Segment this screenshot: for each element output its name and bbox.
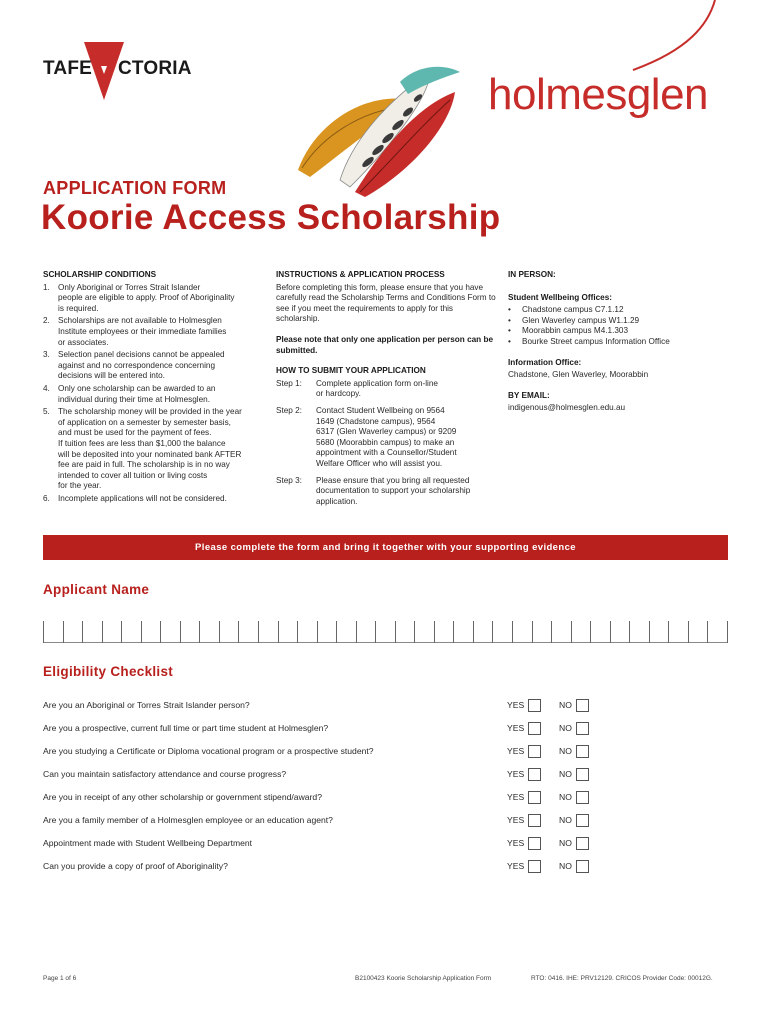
condition-item — [43, 407, 265, 492]
steps-list — [276, 379, 498, 508]
condition-text: Only one scholarship can be awarded to an individual during their time at Holmesglen. — [58, 383, 216, 404]
page-title: Koorie Access Scholarship — [41, 198, 501, 237]
name-box-divider — [336, 621, 337, 643]
condition-number: 4. — [43, 383, 50, 393]
checklist-row — [43, 766, 728, 782]
name-box-divider — [219, 621, 220, 643]
checklist-question: Are you an Aboriginal or Torres Strait Islander person? — [43, 700, 250, 710]
name-box-divider — [707, 621, 708, 643]
name-box-divider — [102, 621, 103, 643]
checklist-question: Can you maintain satisfactory attendance and course progress? — [43, 769, 287, 779]
no-label: NO — [559, 838, 572, 848]
name-box-divider — [356, 621, 357, 643]
condition-item — [43, 494, 265, 505]
step-label: Step 3: — [276, 475, 302, 485]
checklist-question: Are you a prospective, current full time or part time student at Holmesglen? — [43, 723, 329, 733]
eligibility-heading: Eligibility Checklist — [43, 664, 174, 679]
yes-option — [507, 789, 541, 805]
no-checkbox[interactable] — [576, 837, 589, 850]
name-box-divider — [551, 621, 552, 643]
yes-checkbox[interactable] — [528, 837, 541, 850]
tafe-wordmark-right: CTORIA — [118, 58, 192, 79]
yes-option — [507, 835, 541, 851]
no-label: NO — [559, 792, 572, 802]
office-text: Moorabbin campus M4.1.303 — [522, 326, 629, 336]
step-item — [276, 406, 498, 470]
checklist-row — [43, 812, 728, 828]
no-label: NO — [559, 746, 572, 756]
name-box-divider — [121, 621, 122, 643]
holmesglen-logo — [483, 0, 728, 118]
name-box-divider — [688, 621, 689, 643]
name-box-divider — [610, 621, 611, 643]
checklist-row — [43, 789, 728, 805]
name-box-divider — [43, 621, 44, 643]
condition-text: Selection panel decisions cannot be appealed against and no correspondence concerning decisions will be entered into. — [58, 350, 225, 381]
office-item — [508, 316, 730, 327]
email-heading: BY EMAIL: — [508, 390, 550, 400]
name-box-divider — [434, 621, 435, 643]
applicant-name-field[interactable] — [43, 621, 728, 643]
condition-number: 5. — [43, 407, 50, 417]
instructions-column — [276, 270, 498, 513]
yes-checkbox[interactable] — [528, 722, 541, 735]
bullet-icon: • — [508, 336, 511, 346]
name-box-divider — [727, 621, 728, 643]
name-box-divider — [63, 621, 64, 643]
step-text: Complete application form on-line or hardcopy. — [316, 378, 438, 399]
no-option — [559, 812, 589, 828]
name-box-divider — [160, 621, 161, 643]
name-box-divider — [571, 621, 572, 643]
applicant-name-heading: Applicant Name — [43, 582, 150, 597]
checklist-row — [43, 835, 728, 851]
office-text: Chadstone campus C7.1.12 — [522, 305, 624, 315]
condition-text: Incomplete applications will not be considered. — [58, 493, 227, 503]
form-code: B2100423 Koorie Scholarship Application Form — [355, 975, 492, 982]
yes-checkbox[interactable] — [528, 699, 541, 712]
step-text: Please ensure that you bring all requested documentation to support your scholarship application. — [316, 475, 471, 506]
name-box-divider — [590, 621, 591, 643]
tafe-wordmark-left: TAFE — [43, 58, 92, 79]
name-box-divider — [238, 621, 239, 643]
no-checkbox[interactable] — [576, 860, 589, 873]
no-option — [559, 720, 589, 736]
name-box-divider — [375, 621, 376, 643]
yes-option — [507, 858, 541, 874]
office-text: Glen Waverley campus W1.1.29 — [522, 315, 640, 325]
form-subtitle: APPLICATION FORM — [43, 178, 227, 198]
name-box-divider — [629, 621, 630, 643]
yes-option — [507, 766, 541, 782]
office-item — [508, 337, 730, 348]
no-checkbox[interactable] — [576, 814, 589, 827]
name-box-divider — [668, 621, 669, 643]
checklist-question: Appointment made with Student Wellbeing Department — [43, 838, 253, 848]
submit-heading: HOW TO SUBMIT YOUR APPLICATION — [276, 366, 426, 376]
feathers-artwork — [280, 52, 480, 202]
yes-label: YES — [507, 723, 525, 733]
name-box-divider — [297, 621, 298, 643]
condition-item — [43, 283, 265, 315]
name-box-divider — [512, 621, 513, 643]
step-item — [276, 379, 498, 400]
yes-option — [507, 697, 541, 713]
instructions-intro: Before completing this form, please ensure that you have carefully read the Scholarship Terms and Conditions Form to see if you meet the requirements to apply for this scholarship. — [276, 282, 496, 324]
no-option — [559, 766, 589, 782]
info-office-heading: Information Office: — [508, 357, 582, 367]
no-option — [559, 835, 589, 851]
holmesglen-wordmark: holmesglen — [488, 70, 709, 119]
checklist-row — [43, 720, 728, 736]
one-application-note: Please note that only one application per person can be submitted. — [276, 334, 494, 355]
name-box-divider — [199, 621, 200, 643]
step-text: Contact Student Wellbeing on 9564 1649 (Chadstone campus), 9564 6317 (Glen Waverley campus) or 9209 5680 (Moorabbin campus) to make an appointment with a Counsellor/Student Welfare Officer who will assist you. — [316, 405, 457, 468]
condition-item — [43, 350, 265, 382]
yes-option — [507, 743, 541, 759]
step-label: Step 1: — [276, 378, 302, 388]
name-box-divider — [649, 621, 650, 643]
no-label: NO — [559, 861, 572, 871]
instructions-heading: INSTRUCTIONS & APPLICATION PROCESS — [276, 270, 445, 279]
holmesglen-swoosh-icon — [483, 0, 728, 80]
yes-label: YES — [507, 700, 525, 710]
in-person-heading: IN PERSON: — [508, 270, 556, 279]
provider-codes: RTO: 0416. IHE: PRV12129. CRICOS Provider Code: 00012G. — [531, 975, 713, 982]
no-option — [559, 789, 589, 805]
no-checkbox[interactable] — [576, 791, 589, 804]
yes-label: YES — [507, 838, 525, 848]
name-box-divider — [395, 621, 396, 643]
email-address[interactable]: indigenous@holmesglen.edu.au — [508, 403, 626, 413]
offices-heading: Student Wellbeing Offices: — [508, 292, 613, 302]
bullet-icon: • — [508, 305, 511, 315]
instruction-banner: Please complete the form and bring it together with your supporting evidence — [43, 535, 728, 560]
checklist-question: Can you provide a copy of proof of Aboriginality? — [43, 861, 228, 871]
condition-text: Scholarships are not available to Holmesglen Institute employees or their immediate families or associates. — [58, 316, 227, 347]
no-option — [559, 858, 589, 874]
yes-label: YES — [507, 815, 525, 825]
checklist-question: Are you a family member of a Holmesglen employee or an education agent? — [43, 815, 333, 825]
condition-number: 6. — [43, 493, 50, 503]
bullet-icon: • — [508, 315, 511, 325]
step-label: Step 2: — [276, 405, 302, 415]
yes-checkbox[interactable] — [528, 768, 541, 781]
name-box-divider — [141, 621, 142, 643]
yes-checkbox[interactable] — [528, 745, 541, 758]
name-box-divider — [82, 621, 83, 643]
checklist-question: Are you studying a Certificate or Diploma vocational program or a prospective student? — [43, 746, 374, 756]
name-box-divider — [414, 621, 415, 643]
page-number: Page 1 of 6 — [43, 975, 77, 982]
condition-number: 1. — [43, 282, 50, 292]
yes-label: YES — [507, 769, 525, 779]
conditions-column — [43, 270, 265, 506]
no-checkbox[interactable] — [576, 699, 589, 712]
checklist-row — [43, 858, 728, 874]
condition-number: 3. — [43, 350, 50, 360]
name-box-divider — [180, 621, 181, 643]
name-box-divider — [473, 621, 474, 643]
yes-option — [507, 720, 541, 736]
yes-checkbox[interactable] — [528, 860, 541, 873]
checklist-row — [43, 743, 728, 759]
yes-checkbox[interactable] — [528, 791, 541, 804]
yes-label: YES — [507, 861, 525, 871]
yes-label: YES — [507, 746, 525, 756]
yes-option — [507, 812, 541, 828]
no-label: NO — [559, 769, 572, 779]
name-box-divider — [492, 621, 493, 643]
condition-item — [43, 384, 265, 405]
no-option — [559, 743, 589, 759]
name-box-divider — [453, 621, 454, 643]
checklist-row — [43, 697, 728, 713]
offices-list — [508, 305, 730, 347]
name-box-divider — [258, 621, 259, 643]
no-checkbox[interactable] — [576, 768, 589, 781]
tafe-victoria-logo — [43, 42, 193, 100]
step-item — [276, 476, 498, 508]
bullet-icon: • — [508, 326, 511, 336]
name-box-divider — [532, 621, 533, 643]
info-office-text: Chadstone, Glen Waverley, Moorabbin — [508, 370, 649, 380]
no-checkbox[interactable] — [576, 745, 589, 758]
checklist-question: Are you in receipt of any other scholarship or government stipend/award? — [43, 792, 322, 802]
condition-text: Only Aboriginal or Torres Strait Islander people are eligible to apply. Proof of Aboriginality is required. — [58, 282, 235, 313]
condition-number: 2. — [43, 316, 50, 326]
no-label: NO — [559, 700, 572, 710]
in-person-column — [508, 270, 730, 414]
no-label: NO — [559, 723, 572, 733]
no-label: NO — [559, 815, 572, 825]
office-item — [508, 326, 730, 337]
name-box-divider — [278, 621, 279, 643]
office-item — [508, 305, 730, 316]
yes-label: YES — [507, 792, 525, 802]
conditions-list — [43, 283, 265, 505]
no-option — [559, 697, 589, 713]
condition-item — [43, 316, 265, 348]
office-text: Bourke Street campus Information Office — [522, 336, 670, 346]
condition-text: The scholarship money will be provided in the year of application on a semester by semester basis, and must be used for the payment of fees. If tuition fees are less than $1,000 the balance will be deposited into your nominated bank AFTER fee are paid in full. The scholarship is in no way intended to cover all tuition or living costs for the year. — [58, 407, 242, 491]
name-box-divider — [317, 621, 318, 643]
conditions-heading: SCHOLARSHIP CONDITIONS — [43, 270, 157, 279]
yes-checkbox[interactable] — [528, 814, 541, 827]
no-checkbox[interactable] — [576, 722, 589, 735]
